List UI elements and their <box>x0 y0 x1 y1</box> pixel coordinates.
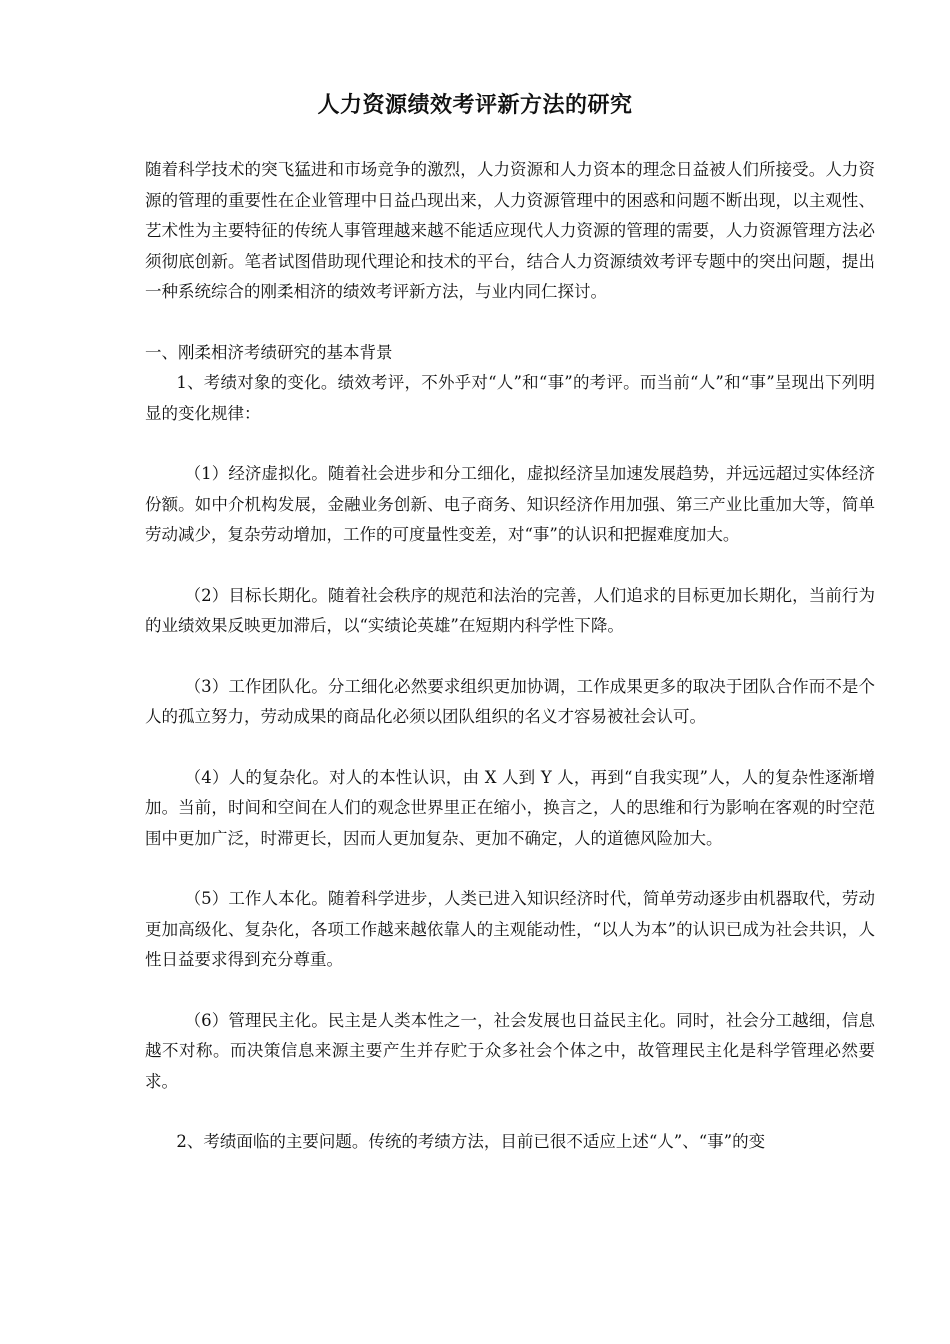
point-paragraph: （1）经济虚拟化。随着社会进步和分工细化，虚拟经济呈加速发展趋势，并远远超过实体经济份额。如中介机构发展，金融业务创新、电子商务、知识经济作用加强、第三产业比重加大等，简单劳动减少，复杂劳动增加，工作的可度量性变差，对“事”的认识和把握难度加大。 <box>145 464 875 544</box>
section-heading: 一、刚柔相济考绩研究的基本背景 <box>145 342 393 362</box>
paragraph-gap <box>145 1097 875 1127</box>
paragraph-gap <box>145 429 875 459</box>
document-body <box>145 155 875 1158</box>
point-paragraph: （2）目标长期化。随着社会秩序的规范和法治的完善，人们追求的目标更加长期化，当前行为的业绩效果反映更加滞后，以“实绩论英雄”在短期内科学性下降。 <box>145 585 875 635</box>
paragraph-gap <box>145 551 875 581</box>
intro-paragraph: 随着科学技术的突飞猛进和市场竞争的激烈，人力资源和人力资本的理念日益被人们所接受。人力资源的管理的重要性在企业管理中日益凸现出来，人力资源管理中的困惑和问题不断出现，以主观性、艺术性为主要特征的传统人事管理越来越不能适应现代人力资源的管理的需要，人力资源管理方法必须彻底创新。笔者试图借助现代理论和技术的平台，结合人力资源绩效考评专题中的突出问题，提出一种系统综合的刚柔相济的绩效考评新方法，与业内同仁探讨。 <box>145 160 875 301</box>
item-2-paragraph: 2、考绩面临的主要问题。传统的考绩方法，目前已很不适应上述“人”、“事”的变 <box>176 1132 766 1151</box>
document-title: 人力资源绩效考评新方法的研究 <box>317 92 633 118</box>
point-paragraph: （4）人的复杂化。对人的本性认识，由 X 人到 Y 人，再到“自我实现”人，人的复杂性逐渐增加。当前，时间和空间在人们的观念世界里正在缩小，换言之，人的思维和行为影响在客观的时空范围中更加广泛，时滞更长，因而人更加复杂、更加不确定，人的道德风险加大。 <box>145 767 875 848</box>
point-paragraph: （5）工作人本化。随着科学进步，人类已进入知识经济时代，简单劳动逐步由机器取代，劳动更加高级化、复杂化，各项工作越来越依靠人的主观能动性，“以人为本”的认识已成为社会共识，人性日益要求得到充分尊重。 <box>145 889 875 969</box>
paragraph-gap <box>145 642 875 672</box>
paragraph-gap <box>145 733 875 763</box>
paragraph-gap <box>145 854 875 884</box>
paragraph-gap <box>145 976 875 1006</box>
point-paragraph: （6）管理民主化。民主是人类本性之一，社会发展也日益民主化。同时，社会分工越细，信息越不对称。而决策信息来源主要产生并存贮于众多社会个体之中，故管理民主化是科学管理必然要求。 <box>145 1010 875 1091</box>
paragraph-gap <box>145 308 875 338</box>
point-paragraph: （3）工作团队化。分工细化必然要求组织更加协调，工作成果更多的取决于团队合作而不是个人的孤立努力，劳动成果的商品化必须以团队组织的名义才容易被社会认可。 <box>145 676 875 726</box>
item-1-paragraph: 1、考绩对象的变化。绩效考评，不外乎对“人”和“事”的考评。而当前“人”和“事”呈现出下列明显的变化规律： <box>145 373 875 423</box>
